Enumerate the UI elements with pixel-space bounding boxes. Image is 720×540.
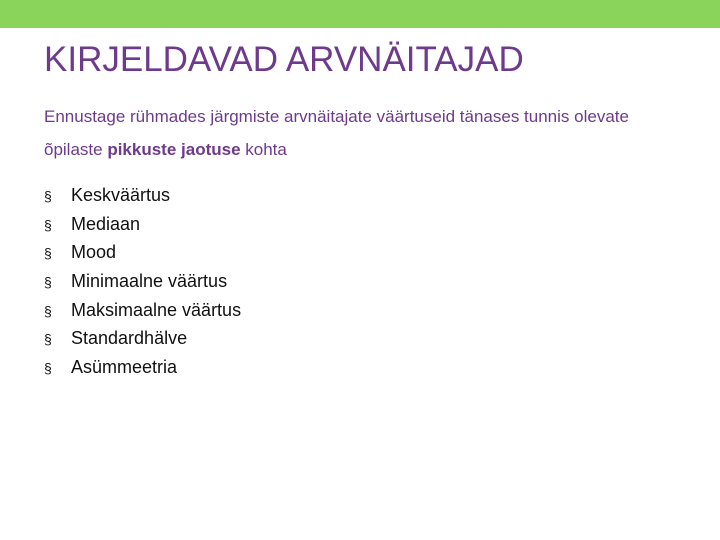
- list-item: [44, 353, 241, 382]
- intro-text-end: kohta: [240, 140, 287, 159]
- bullet-marker: §: [44, 216, 52, 233]
- bullet-marker: §: [44, 274, 52, 291]
- bullet-marker: §: [44, 331, 52, 348]
- list-item-label: Minimaalne väärtus: [71, 271, 228, 292]
- list-item-label: Keskväärtus: [71, 185, 171, 205]
- list-item: [44, 210, 241, 239]
- list-item: [44, 181, 241, 210]
- bullet-marker: §: [44, 188, 52, 204]
- list-item-label: Maksimaalne väärtus: [71, 299, 242, 320]
- intro-emphasis: pikkuste jaotuse: [107, 140, 241, 159]
- list-item-label: Asümmeetria: [71, 357, 178, 378]
- bullet-marker: §: [44, 245, 52, 262]
- slide-title: KIRJELDAVAD ARVNÄITAJAD: [44, 40, 524, 79]
- intro-paragraph: [44, 100, 684, 166]
- bullet-marker: §: [44, 302, 52, 319]
- list-item-label: Mediaan: [71, 213, 141, 234]
- bullet-marker: §: [44, 360, 52, 377]
- list-item-label: Standardhälve: [71, 328, 188, 349]
- list-item: [44, 238, 241, 267]
- list-item: [44, 296, 241, 325]
- list-item-label: Mood: [71, 242, 117, 263]
- top-accent-bar: [0, 0, 720, 28]
- list-item: [44, 324, 241, 353]
- bullet-list: [44, 181, 241, 382]
- list-item: [44, 267, 241, 296]
- intro-text-start: Ennustage rühmades järgmiste arvnäitajate väärtuseid tänases tunnis olevate õpilaste: [44, 107, 629, 159]
